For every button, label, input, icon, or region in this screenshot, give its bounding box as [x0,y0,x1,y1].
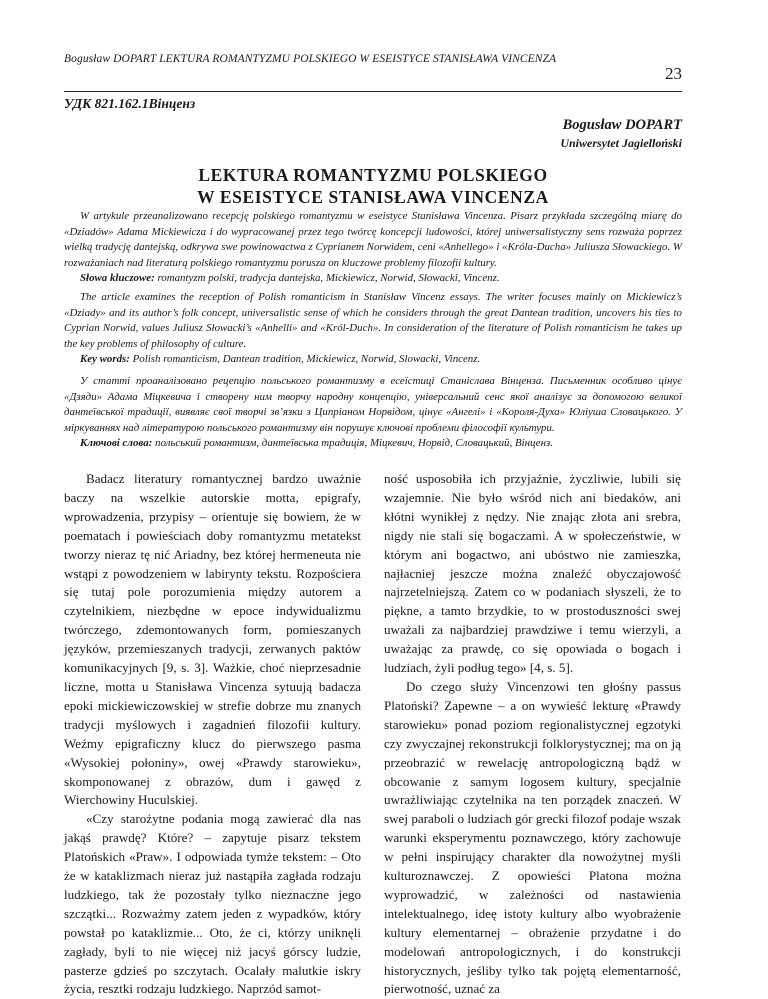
title-line-2: W ESEISTYCE STANISŁAWA VINCENZA [197,187,549,207]
page-number: 23 [665,64,682,83]
body-paragraph: «Czy starożytne podania mogą zawierać dla nas jakąś prawdę? Które? – zapytuje pisarz tekstem Platońskich «Praw». I odpowiada tymże tekstem: – Oto że w kataklizmach nieraz już nastąpiła zagłada rodzaju ludzkiego, tak że pozostały tylko nieznaczne jego szczątki... Rozważmy zatem jeden z wypadków, który powstał po kataklizmie... Oto, że ci, którzy uniknęli zagłady, byli to nie więcej niż jacyś górscy ludzie, pasterze gdzieś po szczytach. Ocalały malutkie iskry życia, resztki rodzaju ludzkiego. Naprzód samot- [64,811,361,997]
abstract-english-text: The article examines the reception of Polish romanticism in Stanisław Vincenz essays. The writer focuses mainly on Mickiewicz’s «Dziady» and its author’s folk concept, universalistic sense of which he considers through the great Dantean tradition, uncovers his ties to Cyprian Norwid, values Juliusz Słowacki’s «Anhelli» and «Król-Duch». In consideration of the literature of Polish romanticism he takes up the key problems of philosophy of culture. [64,291,682,350]
title-line-1: LEKTURA ROMANTYZMU POLSKIEGO [198,165,548,185]
abstract-polish-text: W artykule przeanalizowano recepcję polskiego romantyzmu w eseistyce Stanisława Vincenza. Pisarz przykłada szczególną miarę do «Dziadów» Adama Mickiewicza i do wypracowanej przez tego twórcę koncepcji ludowości, której uniwersalistyczny sens rozważa poprzez wielką tradycję dantejską, odkrywa swe powinowactwa z Cyprianem Norwidem, ceni «Anhellego» i «Króla-Ducha» Juliusza Słowackiego. W rozważaniach nad literaturą polskiego romantyzmu porusza on kluczowe problemy filozofii kultury. [64,210,682,269]
keywords-ukrainian-label: Ключові слова: [80,437,153,449]
udk-code: УДК 821.162.1Вінценз [64,96,196,111]
keywords-english-list: Polish romanticism, Dantean tradition, Mickiewicz, Norwid, Slowacki, Vincenz. [132,353,481,365]
body-column-right [384,470,681,999]
keywords-english-label: Key words: [80,353,130,365]
keywords-polish [64,271,682,287]
body-paragraph: Do czego służy Vincenzowi ten głośny passus Platoński? Zapewne – a on wywieść lekturę «Prawdy starowieku» ponad poziom regionalistycznej egzotyki czy zwyczajnej rekonstrukcji folklorystycznej; ma on ją przeobrazić w rewelację antropologiczną bądź w obcowanie z samym logosem kultury, specjalnie uwrażliwiając czytelnika na ten porządek znaczeń. W swej paraboli o ludziach gór grecki filozof podaje wszak warunki eksperymentu poznawczego, który zachowuje w pełni inspirujący charakter dla nowożytnej myśli kulturoznawczej. Z opowieści Platona można wyprowadzić, w zależności od nastawienia intelektualnego, ideę istoty kultury albo wyobrażenie kultury elementarnej – obrażenie przydatne i do modelowań antropologicznych, i do konstrukcji historycznych, jeśliby tylko tak pojętą elementarność, pierwotność, uznać za [384,678,681,997]
keywords-english [64,352,682,368]
keywords-ukrainian [64,436,682,452]
abstract-ukrainian [64,374,682,452]
abstract-ukrainian-text: У статті проаналізовано рецепцію польського романтизму в есеїстиці Станіслава Вінценза. Письменник особливо цінує «Дзяди» Адама Міцкевича і створену ним творчу народну концепцію, універсальний сенс якої аналізує за допомогою великої дантеївської традиції, виявляє свої творчі зв’язки з Ципріаном Норвідом, цінує «Ангелі» і «Короля-Духа» Юліуша Словацького. У міркуваннях над літературою польського романтизму він порушує ключові проблеми філософії культури. [64,375,682,434]
running-head: Bogusław DOPART LEKTURA ROMANTYZMU POLSKIEGO W ESEISTYCE STANISŁAWA VINCENZA [64,53,557,65]
abstract-english [64,290,682,368]
author-block [560,116,682,152]
article-title [64,164,682,208]
abstract-polish [64,209,682,287]
header-rule [64,91,682,92]
author-affiliation: Uniwersytet Jagielloński [560,136,682,150]
body-paragraph: ność usposobiła ich przyjaźnie, życzliwie, lubili się wzajemnie. Nie było wśród nich ani biedaków, ani kłótni wynikłej z nędzy. Nie znając złota ani srebra, nigdy nie stali się bogaczami. A w społeczeństwie, w którym ani bogactwo, ani ubóstwo nie zamieszka, najłacniej jeszcze można znaleźć obyczajowość najrzetelniejszą. Zatem co w podaniach słyszeli, że to piękne, a tamto brzydkie, to w prostoduszności swej uważali za najbardziej prawdziwe i temu wierzyli, a uważając za prawdę, co się opowiada o bogach i ludziach, żyli podług tego» [4, s. 5]. [384,471,681,676]
body-column-left [64,470,361,999]
body-paragraph: Badacz literatury romantycznej bardzo uważnie baczy na wszelkie autorskie motta, epigrafy, wprowadzenia, przypisy – orientuje się bowiem, że w poematach i powieściach doby romantyzmu metatekst tworzy nieraz tę nić Ariadny, bez której hermeneuta nie wstąpi z powodzeniem w labirynty tekstu. Rozpościera się tutaj pole porozumienia między autorem a czytelnikiem, niezbędne w epoce indywidualizmu twórczego, zdemontowanych form, pomieszanych języków, przemieszanych tradycji, zerwanych paktów komunikacyjnych [9, s. 3]. Ważkie, choć nieprzesadnie liczne, motta u Stanisława Vincenza sytuują badacza epoki mickiewiczowskiej w strefie dobrze mu znanych tradycji myślowych i zagadnień filozofii kultury. Weźmy epigraficzny klucz do pierwszego pasma «Wysokiej połoniny», owej «Prawdy starowieku», skomponowanej z obrazów, dum i gawęd z Wierchowiny Huculskiej. [64,471,361,808]
keywords-ukrainian-list: польський романтизм, дантеївська традиція, Міцкевич, Норвід, Словацький, Вінценз. [155,437,553,449]
author-name: Bogusław DOPART [562,117,682,133]
keywords-polish-label: Słowa kluczowe: [80,272,155,284]
keywords-polish-list: romantyzm polski, tradycja dantejska, Mickiewicz, Norwid, Słowacki, Vincenz. [157,272,500,284]
